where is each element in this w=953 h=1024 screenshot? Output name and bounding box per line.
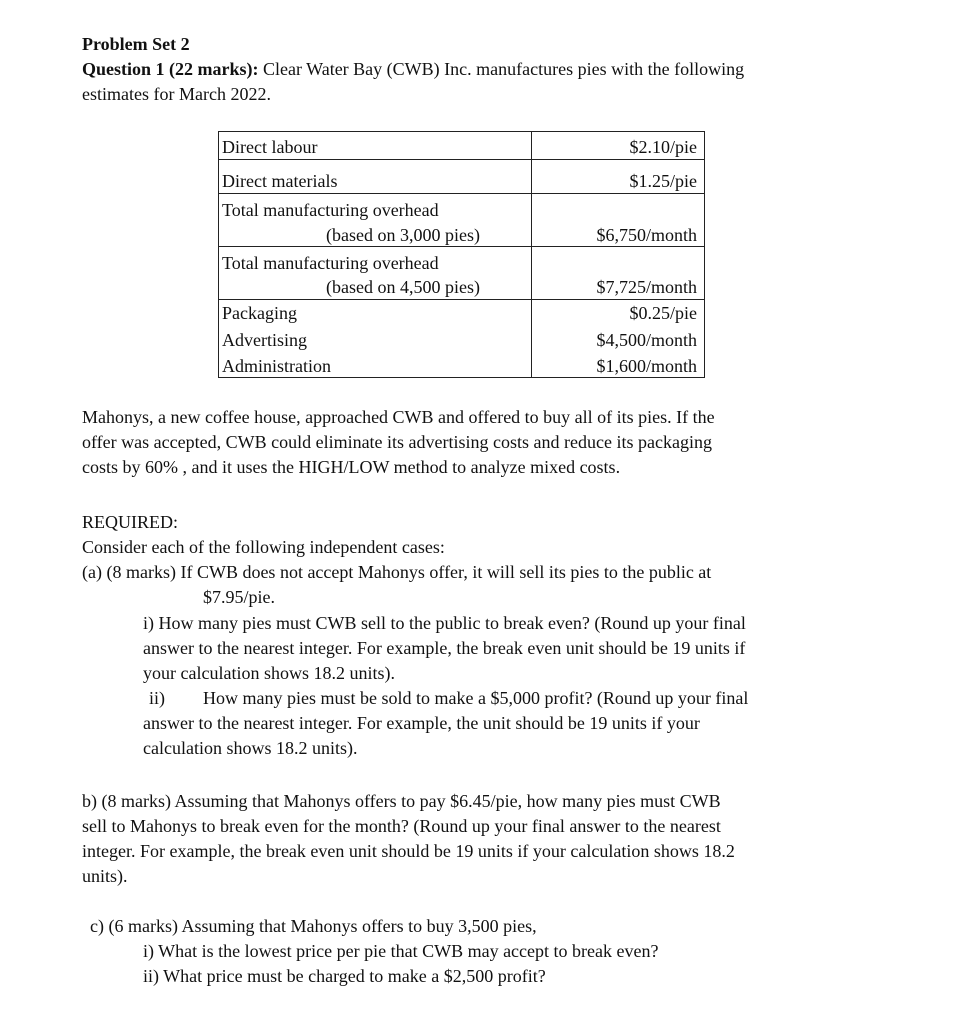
- question-1-label: Question 1 (22 marks):: [82, 59, 259, 79]
- row-label-packaging: Packaging: [222, 303, 297, 323]
- required-heading: REQUIRED:: [82, 512, 178, 532]
- part-b-line-2: sell to Mahonys to break even for the month? (Round up your final answer to the nearest: [82, 816, 721, 836]
- part-a-ii-line-1: How many pies must be sold to make a $5,000 profit? (Round up your final: [203, 688, 749, 708]
- cost-estimates-table: [218, 131, 705, 378]
- row-value-direct-labour: $2.10/pie: [629, 137, 697, 157]
- row-sublabel-overhead-3000: (based on 3,000 pies): [326, 225, 480, 245]
- scenario-line-3: costs by 60% , and it uses the HIGH/LOW method to analyze mixed costs.: [82, 457, 621, 477]
- row-value-administration: $1,600/month: [596, 356, 697, 376]
- part-b-line-3: integer. For example, the break even unit should be 19 units if your calculation shows 18.2: [82, 841, 735, 861]
- part-a-i-line-3: your calculation shows 18.2 units).: [143, 663, 395, 683]
- part-a-i-line-1: i) How many pies must CWB sell to the public to break even? (Round up your final: [143, 613, 746, 633]
- part-c-i: i) What is the lowest price per pie that CWB may accept to break even?: [143, 941, 659, 961]
- part-a-line-1: (a) (8 marks) If CWB does not accept Mahonys offer, it will sell its pies to the public at: [82, 562, 712, 582]
- row-value-overhead-3000: $6,750/month: [596, 225, 697, 245]
- scenario-line-2: offer was accepted, CWB could eliminate its advertising costs and reduce its packaging: [82, 432, 712, 452]
- row-label-administration: Administration: [222, 356, 331, 376]
- row-value-advertising: $4,500/month: [596, 330, 697, 350]
- row-value-overhead-4500: $7,725/month: [596, 277, 697, 297]
- row-sublabel-overhead-4500: (based on 4,500 pies): [326, 277, 480, 297]
- part-c-line-1: c) (6 marks) Assuming that Mahonys offers to buy 3,500 pies,: [90, 916, 537, 936]
- required-intro: Consider each of the following independent cases:: [82, 537, 445, 557]
- row-label-overhead-3000: Total manufacturing overhead: [222, 200, 439, 220]
- row-label-overhead-4500: Total manufacturing overhead: [222, 253, 439, 273]
- row-label-direct-materials: Direct materials: [222, 171, 338, 191]
- row-label-direct-labour: Direct labour: [222, 137, 318, 157]
- part-a-line-2: $7.95/pie.: [203, 587, 275, 607]
- part-a-i-line-2: answer to the nearest integer. For example, the break even unit should be 19 units if: [143, 638, 746, 658]
- part-a-ii-line-2: answer to the nearest integer. For example, the unit should be 19 units if your: [143, 713, 700, 733]
- question-1-line-2: estimates for March 2022.: [82, 84, 271, 104]
- table-column-divider: [531, 132, 532, 377]
- scenario-line-1: Mahonys, a new coffee house, approached CWB and offered to buy all of its pies. If the: [82, 407, 715, 427]
- row-label-advertising: Advertising: [222, 330, 307, 350]
- part-a-ii-line-3: calculation shows 18.2 units).: [143, 738, 358, 758]
- part-c-ii: ii) What price must be charged to make a $2,500 profit?: [143, 966, 546, 986]
- row-value-direct-materials: $1.25/pie: [629, 171, 697, 191]
- part-a-ii-marker: ii): [149, 688, 165, 708]
- part-b-line-1: b) (8 marks) Assuming that Mahonys offers to pay $6.45/pie, how many pies must CWB: [82, 791, 721, 811]
- part-b-line-4: units).: [82, 866, 128, 886]
- page-title: Problem Set 2: [82, 34, 190, 54]
- row-value-packaging: $0.25/pie: [629, 303, 697, 323]
- question-1-line-1: Question 1 (22 marks): Clear Water Bay (CWB) Inc. manufactures pies with the following: [82, 59, 745, 79]
